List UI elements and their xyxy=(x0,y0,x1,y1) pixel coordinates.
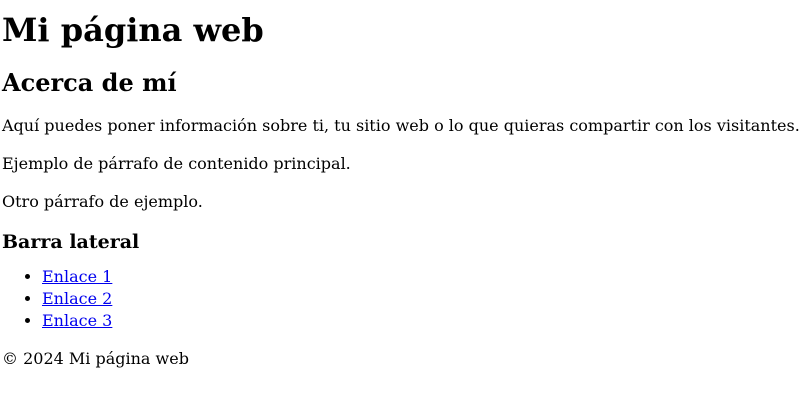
sidebar-link-list xyxy=(2,266,801,332)
content-paragraph: Otro párrafo de ejemplo. xyxy=(2,192,203,211)
section-title: Acerca de mí xyxy=(2,68,177,97)
sidebar-title: Barra lateral xyxy=(2,231,140,253)
intro-paragraph: Aquí puedes poner información sobre ti, tu sitio web o lo que quieras compartir con los visitantes. xyxy=(2,116,800,135)
list-item xyxy=(42,266,801,288)
main-content xyxy=(2,68,801,212)
footer-text: © 2024 Mi página web xyxy=(2,349,189,368)
sidebar-link-3[interactable]: Enlace 3 xyxy=(42,311,113,330)
page-title: Mi página web xyxy=(2,11,264,49)
sidebar-link-1[interactable]: Enlace 1 xyxy=(42,267,113,286)
page-header xyxy=(2,10,801,50)
list-item xyxy=(42,310,801,332)
list-item xyxy=(42,288,801,310)
sidebar xyxy=(2,230,801,332)
content-paragraph: Ejemplo de párrafo de contenido principal. xyxy=(2,154,351,173)
page-footer xyxy=(2,348,801,369)
sidebar-link-2[interactable]: Enlace 2 xyxy=(42,289,113,308)
